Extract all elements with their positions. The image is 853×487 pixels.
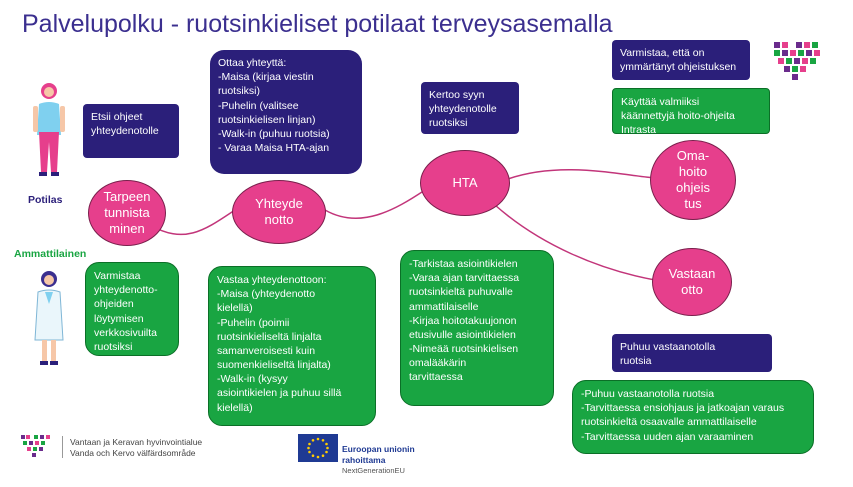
node-reception: Vastaan otto [652, 248, 732, 316]
patient-step-contact: Ottaa yhteyttä: -Maisa (kirjaa viestin ruotsiksi) -Puhelin (valitsee ruotsinkielisen linjan) -Walk-in (puhuu ruotsia) - Varaa Maisa HTA-ajan [210, 50, 362, 174]
node-contact: Yhteyde notto [232, 180, 326, 244]
eu-funding-text [342, 433, 415, 487]
footer-organization-name: Vantaan ja Keravan hyvinvointialue Vanda och Kervo välfärdsområde [70, 437, 203, 459]
professional-step-instructions: Käyttää valmiiksi käännettyjä hoito-ohjeita Intrasta [612, 88, 770, 134]
professional-step-verify-website: Varmistaa yhteydenotto- ohjeiden löytymisen verkkosivuilta ruotsiksi [85, 262, 179, 356]
patient-step-speaks-swedish: Puhuu vastaanotolla ruotsia [612, 334, 772, 372]
node-need-identification: Tarpeen tunnista minen [88, 180, 166, 246]
patient-figure-icon [28, 80, 70, 180]
professional-figure-icon [28, 268, 70, 368]
patient-step-reason: Kertoo syyn yhteydenotolle ruotsiksi [421, 82, 519, 134]
footer-divider [62, 436, 63, 458]
eu-nextgen-label: NextGenerationEU [342, 466, 405, 476]
node-selfcare-guidance: Oma- hoito ohjeis tus [650, 140, 736, 220]
professional-label: Ammattilainen [14, 248, 87, 260]
patient-step-search-instructions: Etsii ohjeet yhteydenotolle [83, 104, 179, 158]
professional-step-hta: -Tarkistaa asiointikielen -Varaa ajan tarvittaessa ruotsinkieltä puhuvalle ammattilaiselle -Kirjaa hoitotakuujonon etusivulle asiointikielen -Nimeää ruotsinkielisen omalääkärin tarvittaessa [400, 250, 554, 406]
eu-funding-label: Euroopan unionin rahoittama [342, 444, 415, 466]
professional-step-reception: -Puhuu vastaanotolla ruotsia -Tarvittaessa ensiohjaus ja jatkoajan varaus ruotsinkieltä osaavalle ammattilaiselle -Tarvittaessa uuden ajan varaaminen [572, 380, 814, 454]
patient-label: Potilas [28, 194, 63, 206]
node-hta: HTA [420, 150, 510, 216]
footer-organization-logo-icon [20, 434, 52, 460]
page-title: Palvelupolku - ruotsinkieliset potilaat terveysasemalla [22, 10, 613, 38]
eu-flag-icon [298, 434, 338, 462]
patient-step-understood: Varmistaa, että on ymmärtänyt ohjeistuksen [612, 40, 750, 80]
professional-step-respond: Vastaa yhteydenottoon: -Maisa (yhteydenotto kielellä) -Puhelin (poimii ruotsinkieliseltä linjalta samanveroisesti kuin suomenkieliseltä linjalta) -Walk-in (kysyy asiointikielen ja puhuu sillä kielellä) [208, 266, 376, 426]
